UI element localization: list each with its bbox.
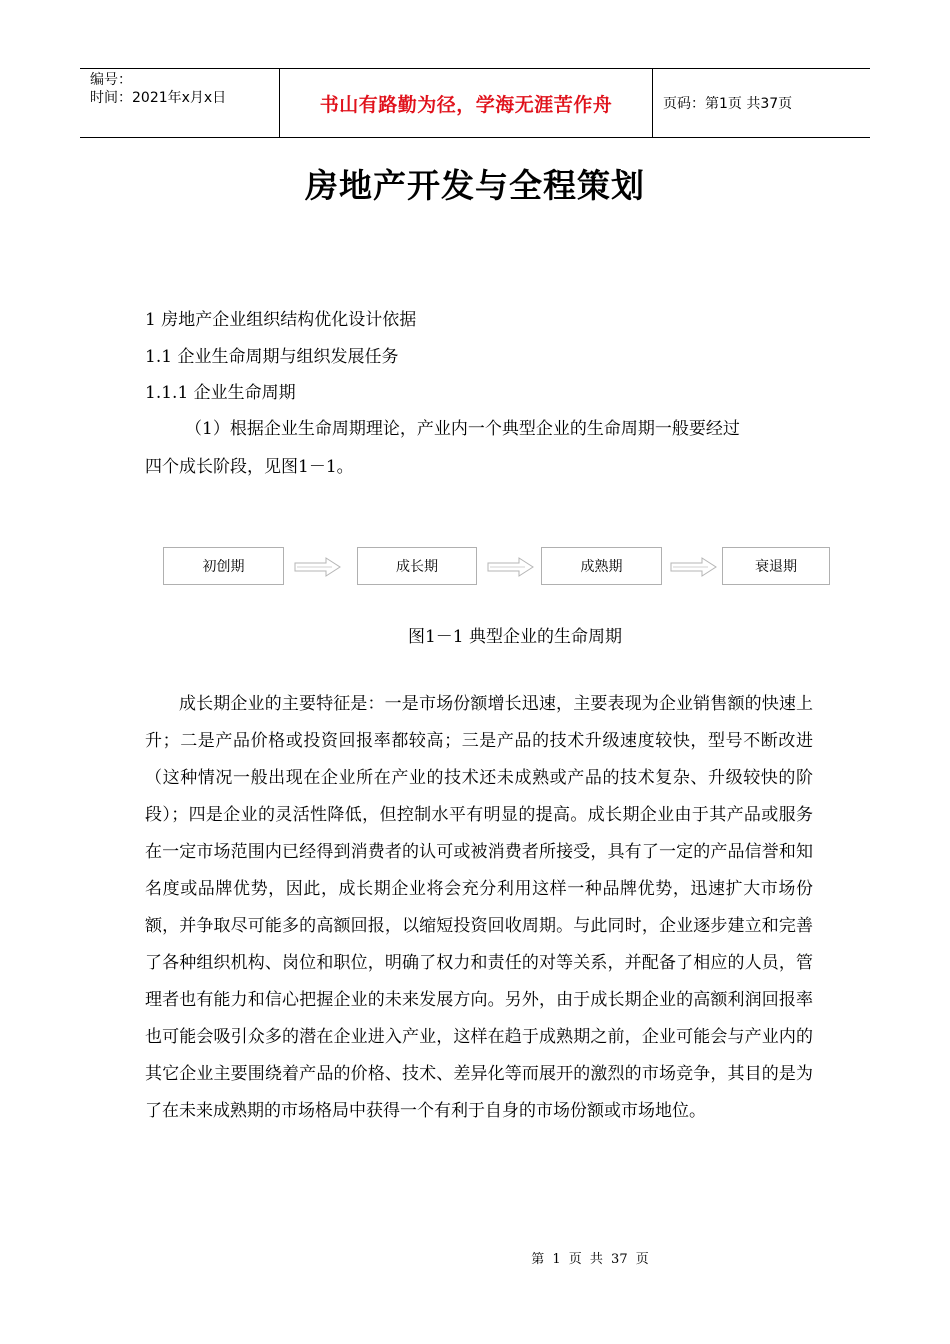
page-header: [80, 68, 870, 138]
stage-box-growth: 成长期: [357, 547, 477, 585]
body-paragraph: 成长期企业的主要特征是：一是市场份额增长迅速，主要表现为企业销售额的快速上升；二是产品价格或投资回报率都较高；三是产品的技术升级速度较快，型号不断改进（这种情况一般出现在企业所在产业的技术还未成熟或产品的技术复杂、升级较快的阶段）；四是企业的灵活性降低，但控制水平有明显的提高。成长期企业由于其产品或服务在一定市场范围内已经得到消费者的认可或被消费者所接受，具有了一定的产品信誉和知名度或品牌优势，因此，成长期企业将会充分利用这样一种品牌优势，迅速扩大市场份额，并争取尽可能多的高额回报，以缩短投资回收周期。与此同时，企业逐步建立和完善了各种组织机构、岗位和职位，明确了权力和责任的对等关系，并配备了相应的人员，管理者也有能力和信心把握企业的未来发展方向。另外，由于成长期企业的高额利润回报率也可能会吸引众多的潜在企业进入产业，这样在趋于成熟期之前，企业可能会与产业内的其它企业主要围绕着产品的价格、技术、差异化等而展开的激烈的市场竞争，其目的是为了在未来成熟期的市场格局中获得一个有利于自身的市场份额或市场地位。: [145, 694, 813, 1121]
arrow-icon: [487, 557, 535, 577]
stage-box-decline: 衰退期: [722, 547, 830, 585]
section-heading-1-1-1: 1.1.1 企业生命周期: [145, 383, 296, 403]
section-heading-1: 1 房地产企业组织结构优化设计依据: [145, 310, 417, 330]
section-heading-1-1: 1.1 企业生命周期与组织发展任务: [145, 347, 399, 367]
header-meta: [80, 69, 280, 137]
header-page-info: 页码：第1页 共37页: [663, 96, 793, 112]
arrow-icon: [294, 557, 342, 577]
figure-caption: 图1－1 典型企业的生命周期: [407, 627, 623, 647]
time-label: 时间：2021年x月x日: [90, 90, 227, 106]
stage-box-maturity: 成熟期: [541, 547, 662, 585]
header-motto: 书山有路勤为径，学海无涯苦作舟: [280, 69, 653, 137]
paragraph-1-line-1: （1）根据企业生命周期理论，产业内一个典型企业的生命周期一般要经过: [185, 419, 740, 439]
page-footer: 第 1 页 共 37 页: [531, 1252, 649, 1267]
paragraph-1-line-2: 四个成长阶段，见图1－1。: [145, 457, 354, 477]
number-label: 编号：: [90, 72, 132, 88]
arrow-icon: [670, 557, 718, 577]
document-title: 房地产开发与全程策划: [305, 166, 645, 205]
stage-box-startup: 初创期: [163, 547, 284, 585]
